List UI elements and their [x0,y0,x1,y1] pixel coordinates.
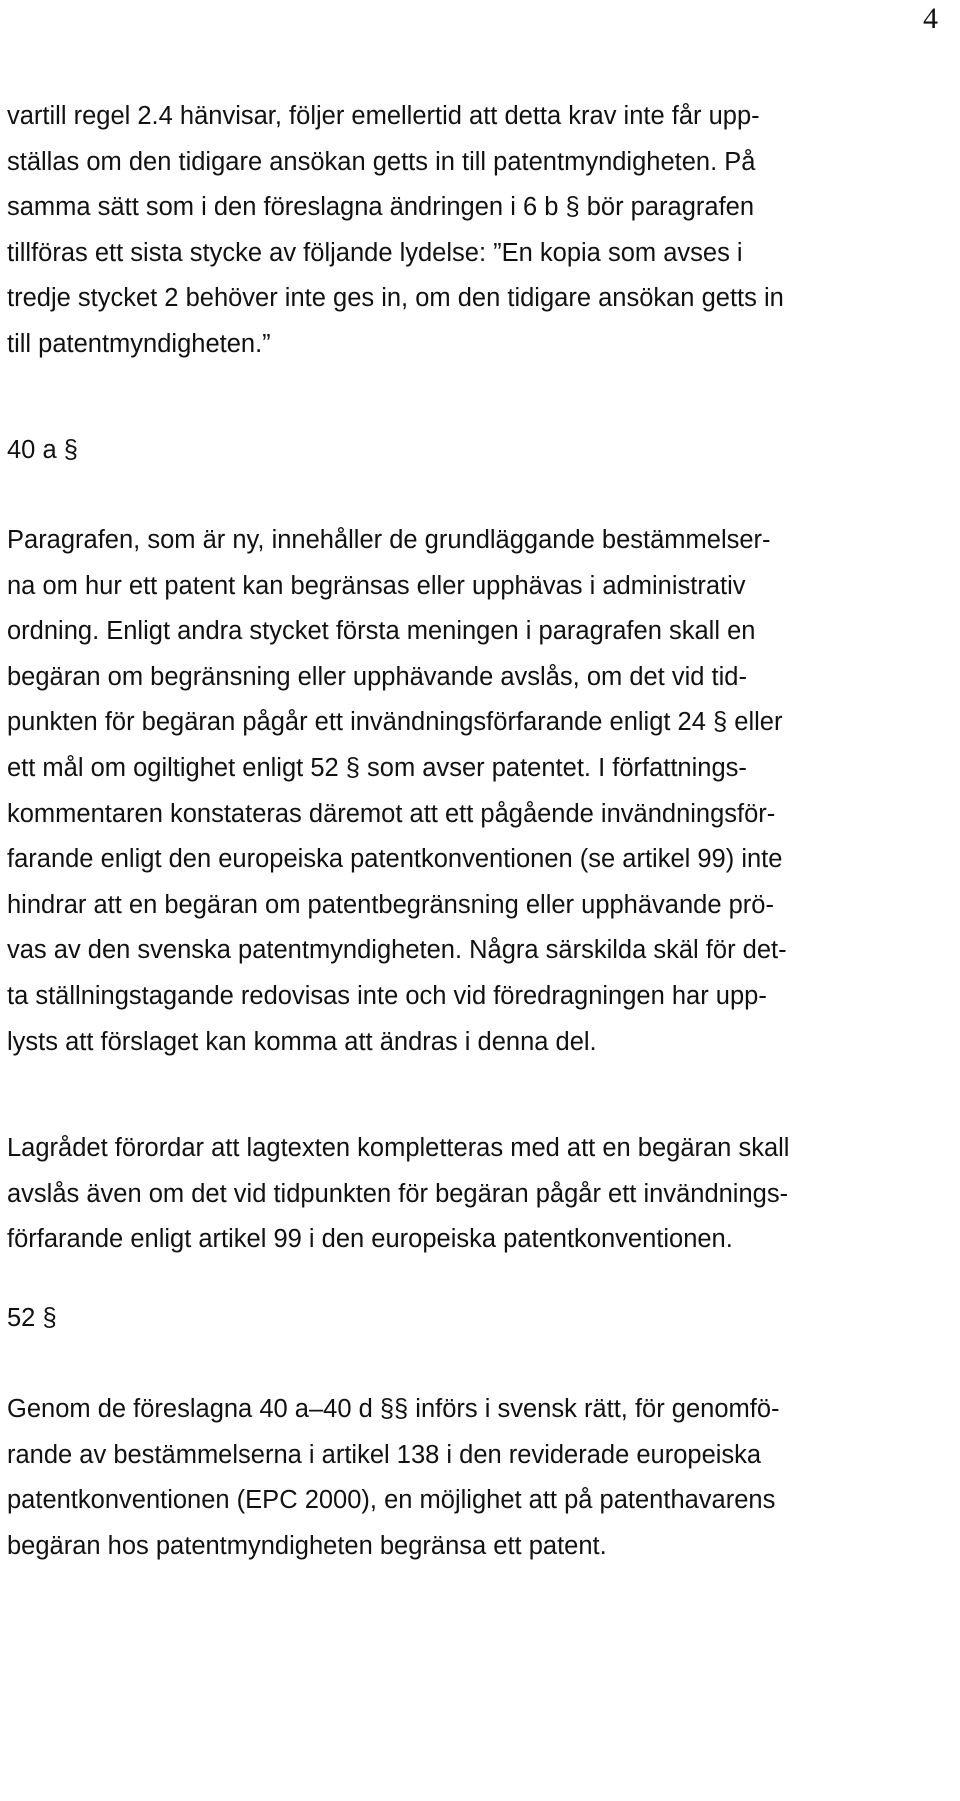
section-heading: 52 § [7,1304,57,1332]
page-number: 4 [923,2,938,35]
section-heading-40a [7,428,952,474]
text-line: farande enligt den europeiska patentkonventionen (se artikel 99) inte [7,845,783,874]
text-line: patentkonventionen (EPC 2000), en möjlighet att på patenthavarens [7,1486,776,1515]
text-line: vas av den svenska patentmyndigheten. Några särskilda skäl för det- [7,936,787,965]
paragraph-lagradet-recommendation [7,1126,952,1263]
text-line: begäran om begränsning eller upphävande avslås, om det vid tid- [7,662,747,691]
text-line: samma sätt som i den föreslagna ändringen i 6 b § bör paragrafen [7,193,755,222]
text-line: vartill regel 2.4 hänvisar, följer emellertid att detta krav inte får upp- [7,102,760,130]
text-line: Paragrafen, som är ny, innehåller de grundläggande bestämmelser- [7,526,771,554]
text-line: rande av bestämmelserna i artikel 138 i den reviderade europeiska [7,1440,762,1469]
text-line: na om hur ett patent kan begränsas eller upphävas i administrativ [7,571,746,600]
text-line: tillföras ett sista stycke av följande lydelse: ”En kopia som avses i [7,238,743,267]
text-line: tredje stycket 2 behöver inte ges in, om den tidigare ansökan getts in [7,284,784,313]
paragraph-52-commentary [7,1387,952,1569]
text-line: ta ställningstagande redovisas inte och vid föredragningen har upp- [7,981,767,1010]
paragraph-intro [7,94,952,368]
text-line: Genom de föreslagna 40 a–40 d §§ införs i svensk rätt, för genomfö- [7,1395,780,1423]
text-line: förfarande enligt artikel 99 i den europeiska patentkonventionen. [7,1225,733,1254]
text-line: till patentmyndigheten.” [7,329,271,358]
text-line: avslås även om det vid tidpunkten för begäran pågår ett invändnings- [7,1179,789,1208]
text-line: ställas om den tidigare ansökan getts in till patentmyndigheten. På [7,147,756,176]
section-heading: 40 a § [7,436,78,464]
text-line: ett mål om ogiltighet enligt 52 § som avser patentet. I författnings- [7,753,747,782]
text-line: punkten för begäran pågår ett invändningsförfarande enligt 24 § eller [7,708,783,737]
section-heading-52 [7,1296,952,1342]
text-line: ordning. Enligt andra stycket första meningen i paragrafen skall en [7,617,756,646]
text-line: begäran hos patentmyndigheten begränsa ett patent. [7,1531,607,1560]
text-line: Lagrådet förordar att lagtexten kompletteras med att en begäran skall [7,1134,790,1162]
text-line: hindrar att en begäran om patentbegränsning eller upphävande prö- [7,890,774,919]
paragraph-40a-commentary [7,518,952,1065]
text-line: kommentaren konstateras däremot att ett pågående invändningsför- [7,799,776,828]
text-line: lysts att förslaget kan komma att ändras i denna del. [7,1027,597,1056]
